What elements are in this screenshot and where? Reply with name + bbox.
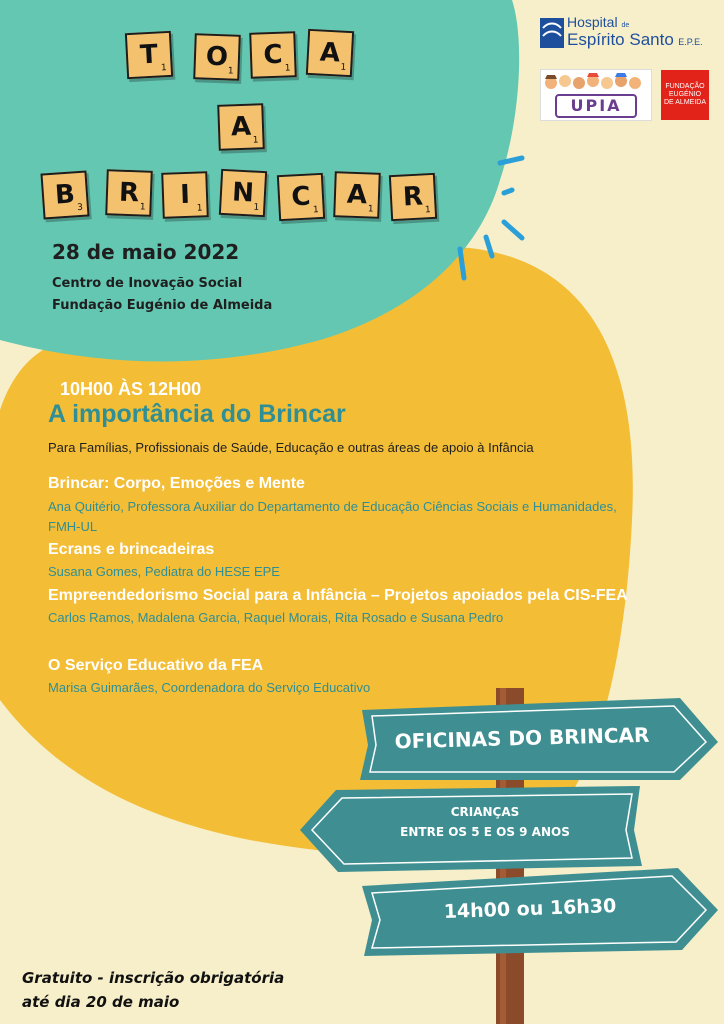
fea-line-1: FUNDAÇÃO [665, 83, 705, 90]
talk-3 [48, 584, 628, 628]
sign-schedule-label: 14h00 ou 16h30 [443, 894, 617, 924]
talk-speaker: Susana Gomes, Pediatra do HESE EPE [48, 564, 280, 579]
event-date: 28 de maio 2022 [52, 240, 240, 264]
talk-speaker: Marisa Guimarães, Coordenadora do Serviço Educativo [48, 680, 371, 695]
talk-title: O Serviço Educativo da FEA [48, 657, 264, 674]
hospital-name-de: de [621, 22, 630, 29]
session-audience: Para Famílias, Profissionais de Saúde, Educação e outras áreas de apoio à Infância [48, 440, 534, 455]
registration-note [22, 966, 284, 1014]
event-venue [52, 273, 272, 317]
tile-n: N 1 [219, 169, 267, 217]
tile-b: B 3 [40, 170, 89, 219]
talk-title: Empreendedorismo Social para a Infância – Projetos apoiados pela CIS-FEA [48, 587, 628, 604]
hospital-logo [540, 16, 716, 50]
tile-c: C 1 [249, 31, 297, 79]
talk-title: Ecrans e brincadeiras [48, 541, 215, 558]
registration-line-2: até dia 20 de maio [22, 993, 180, 1011]
tile-a: A 1 [333, 171, 381, 219]
venue-line-2: Fundação Eugénio de Almeida [52, 298, 273, 313]
sign-children-label [340, 802, 630, 842]
upia-label: UPIA [555, 94, 637, 118]
children-illustration-icon [541, 71, 651, 95]
tile-a: A 1 [306, 29, 354, 77]
sign-children-line-1: CRIANÇAS [450, 805, 520, 819]
hospital-suffix: E.P.E. [678, 37, 703, 47]
fea-logo [661, 70, 709, 120]
talk-1 [48, 472, 628, 537]
tile-r: R 1 [389, 173, 437, 221]
talk-speaker: Carlos Ramos, Madalena Garcia, Raquel Morais, Rita Rosado e Susana Pedro [48, 610, 504, 625]
talk-2 [48, 538, 628, 582]
session-time: 10H00 ÀS 12H00 [60, 379, 202, 399]
hospital-name-line1: Hospital [567, 14, 618, 30]
fea-line-3: DE ALMEIDA [663, 99, 706, 106]
tile-t: T 1 [125, 31, 173, 79]
hospital-name-line2: Espírito Santo [567, 30, 674, 49]
tile-c: C 1 [277, 173, 325, 221]
sign-children-line-2: ENTRE OS 5 E OS 9 ANOS [400, 825, 570, 839]
talk-4 [48, 654, 628, 698]
tile-a: A 1 [217, 103, 265, 151]
talk-title: Brincar: Corpo, Emoções e Mente [48, 475, 305, 492]
upia-logo [540, 69, 652, 121]
fea-line-2: EUGÉNIO [668, 91, 702, 98]
venue-line-1: Centro de Inovação Social [52, 276, 243, 291]
hospital-emblem-icon [540, 18, 564, 48]
tile-i: I 1 [161, 171, 209, 219]
registration-line-1: Gratuito - inscrição obrigatória [22, 969, 285, 987]
sign-workshops-label: OFICINAS DO BRINCAR [394, 722, 650, 754]
tile-o: O 1 [193, 33, 241, 81]
tile-r: R 1 [105, 169, 153, 217]
session-title: A importância do Brincar [48, 400, 346, 428]
talk-speaker: Ana Quitério, Professora Auxiliar do Departamento de Educação Ciências Sociais e Humanidades, FMH-UL [48, 499, 617, 534]
